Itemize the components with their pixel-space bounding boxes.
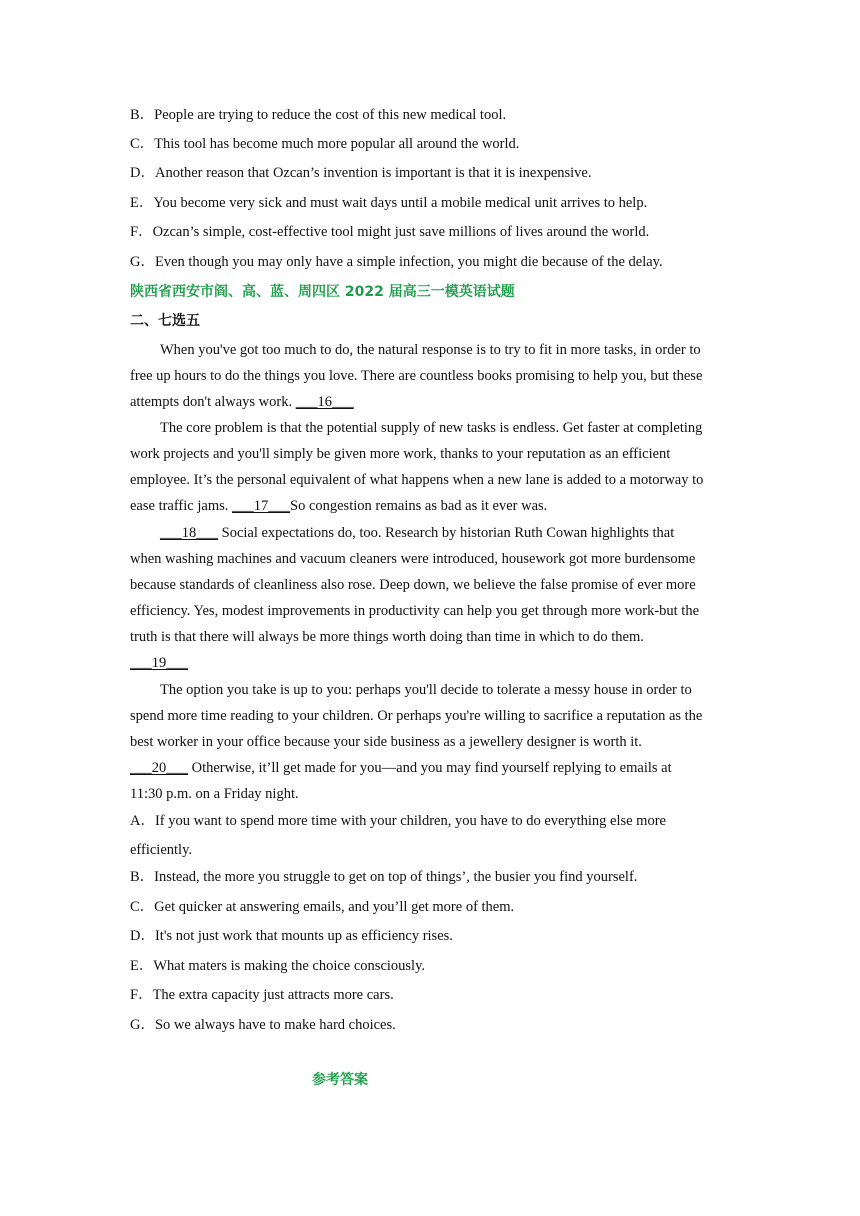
section-heading: 二、七选五 — [130, 313, 200, 329]
passage-line — [160, 523, 770, 543]
passage-text: So congestion remains as bad as it ever was. — [290, 498, 548, 514]
passage-line: when washing machines and vacuum cleaners were introduced, housework got more burdensome — [130, 551, 696, 567]
passage-line: employee. It’s the personal equivalent of what happens when a new lane is added to a motorway to — [130, 472, 704, 488]
passage-line: The option you take is up to you: perhaps you'll decide to tolerate a messy house in order to — [160, 682, 692, 698]
option-d: D．It's not just work that mounts up as efficiency rises. — [130, 928, 453, 944]
option-b: B．Instead, the more you struggle to get on top of things’, the busier you find yourself. — [130, 869, 638, 885]
option-a-cont: efficiently. — [130, 842, 193, 858]
passage-line — [130, 653, 740, 673]
passage-line: The core problem is that the potential supply of new tasks is endless. Get faster at completing — [160, 420, 703, 436]
blank-20: ___20___ — [130, 760, 188, 776]
passage-line: When you've got too much to do, the natural response is to try to fit in more tasks, in order to — [160, 342, 701, 358]
prev-option-c: C．This tool has become much more popular all around the world. — [130, 136, 520, 152]
option-c: C．Get quicker at answering emails, and you’ll get more of them. — [130, 899, 515, 915]
passage-text: Social expectations do, too. Research by historian Ruth Cowan highlights that — [218, 525, 675, 541]
option-f: F．The extra capacity just attracts more cars. — [130, 987, 394, 1003]
blank-17: ___17___ — [232, 498, 290, 514]
passage-text: attempts don't always work. — [130, 394, 293, 410]
source-title: 陕西省西安市阎、高、蓝、周四区 2022 届高三一模英语试题 — [130, 284, 515, 300]
passage-line — [130, 392, 740, 412]
passage-text: ease traffic jams. — [130, 498, 229, 514]
blank-18: ___18___ — [160, 525, 218, 541]
answer-heading: 参考答案 — [312, 1072, 368, 1088]
option-e: E．What maters is making the choice consciously. — [130, 958, 426, 974]
option-a: A．If you want to spend more time with your children, you have to do everything else more — [130, 813, 666, 829]
passage-line: because standards of cleanliness also rose. Deep down, we believe the false promise of ever more — [130, 577, 696, 593]
option-g: G．So we always have to make hard choices. — [130, 1017, 396, 1033]
passage-line — [130, 496, 740, 516]
prev-option-b: B．People are trying to reduce the cost of this new medical tool. — [130, 107, 507, 123]
prev-option-e: E．You become very sick and must wait days until a mobile medical unit arrives to help. — [130, 195, 648, 211]
blank-16: ___16___ — [295, 394, 354, 410]
prev-option-g: G．Even though you may only have a simple infection, you might die because of the delay. — [130, 254, 663, 270]
passage-line: free up hours to do the things you love. There are countless books promising to help you, but these — [130, 368, 703, 384]
passage-line: 11:30 p.m. on a Friday night. — [130, 786, 299, 802]
passage-line — [130, 758, 740, 778]
prev-option-f: F．Ozcan’s simple, cost-effective tool might just save millions of lives around the world. — [130, 224, 650, 240]
prev-option-d: D．Another reason that Ozcan’s invention is important is that it is inexpensive. — [130, 165, 592, 181]
passage-text: Otherwise, it’ll get made for you—and you may find yourself replying to emails at — [188, 760, 672, 776]
blank-19: ___19___ — [130, 655, 188, 671]
passage-line: work projects and you'll simply be given more work, thanks to your reputation as an efficient — [130, 446, 671, 462]
passage-line: truth is that there will always be more things worth doing than time in which to do them. — [130, 629, 644, 645]
passage-line: spend more time reading to your children. Or perhaps you're willing to sacrifice a reputation as the — [130, 708, 703, 724]
passage-line: efficiency. Yes, modest improvements in productivity can help you get through more work-but the — [130, 603, 700, 619]
passage-line: best worker in your office because your side business as a jewellery designer is worth it. — [130, 734, 642, 750]
